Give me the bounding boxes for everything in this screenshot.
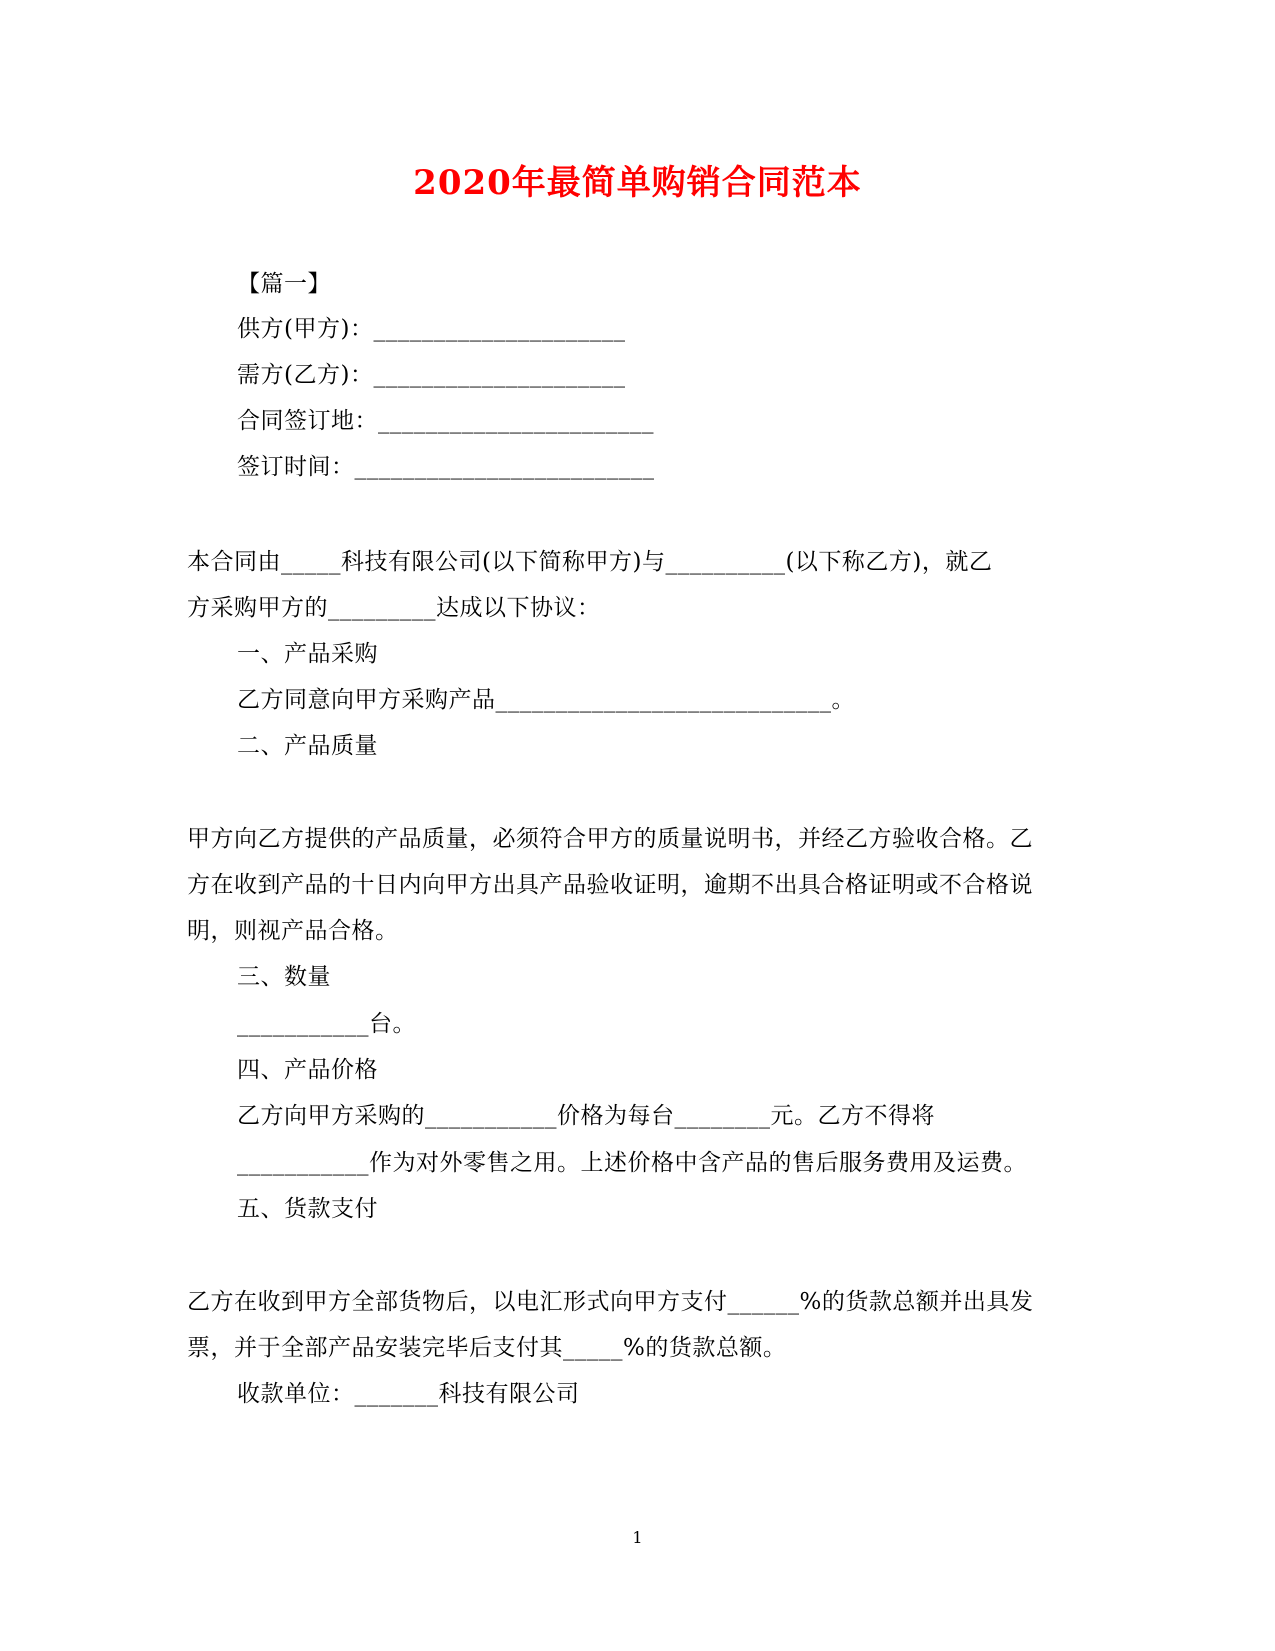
clause-heading-price: 四、产品价格 — [237, 1057, 378, 1083]
price-text-line-2: ___________作为对外零售之用。上述价格中含产品的售后服务费用及运费。 — [237, 1150, 1027, 1176]
clause-heading-quantity: 三、数量 — [237, 964, 331, 990]
payee-field: 收款单位：_______科技有限公司 — [237, 1381, 580, 1407]
payment-text-line-1: 乙方在收到甲方全部货物后，以电汇形式向甲方支付______%的货款总额并出具发 — [187, 1289, 1034, 1315]
preamble-line-1: 本合同由_____科技有限公司(以下简称甲方)与__________(以下称乙方)，就乙 — [187, 549, 993, 575]
supplier-party-a-field: 供方(甲方)：_____________________ — [237, 316, 626, 342]
price-text-line-1: 乙方向甲方采购的___________价格为每台________元。乙方不得将 — [237, 1103, 935, 1129]
preamble-line-2: 方采购甲方的_________达成以下协议： — [187, 595, 601, 621]
signing-time-field: 签订时间：_________________________ — [237, 454, 655, 480]
page-number: 1 — [632, 1528, 643, 1547]
quality-text-line-1: 甲方向乙方提供的产品质量，必须符合甲方的质量说明书，并经乙方验收合格。乙 — [187, 826, 1033, 852]
quality-text-line-3: 明，则视产品合格。 — [187, 918, 399, 944]
section-heading-part-one: 【篇一】 — [237, 271, 331, 297]
signing-place-field: 合同签订地：_______________________ — [237, 408, 654, 434]
clause-heading-quality: 二、产品质量 — [237, 733, 378, 759]
payment-text-line-2: 票，并于全部产品安装完毕后支付其_____%的货款总额。 — [187, 1335, 787, 1361]
document-title: 2020年最简单购销合同范本 — [413, 163, 862, 203]
procurement-text: 乙方同意向甲方采购产品____________________________。 — [237, 687, 855, 713]
quality-text-line-2: 方在收到产品的十日内向甲方出具产品验收证明，逾期不出具合格证明或不合格说 — [187, 872, 1033, 898]
clause-heading-procurement: 一、产品采购 — [237, 641, 378, 667]
buyer-party-b-field: 需方(乙方)：_____________________ — [237, 362, 626, 388]
quantity-text: ___________台。 — [237, 1011, 416, 1037]
clause-heading-payment: 五、货款支付 — [237, 1196, 378, 1222]
